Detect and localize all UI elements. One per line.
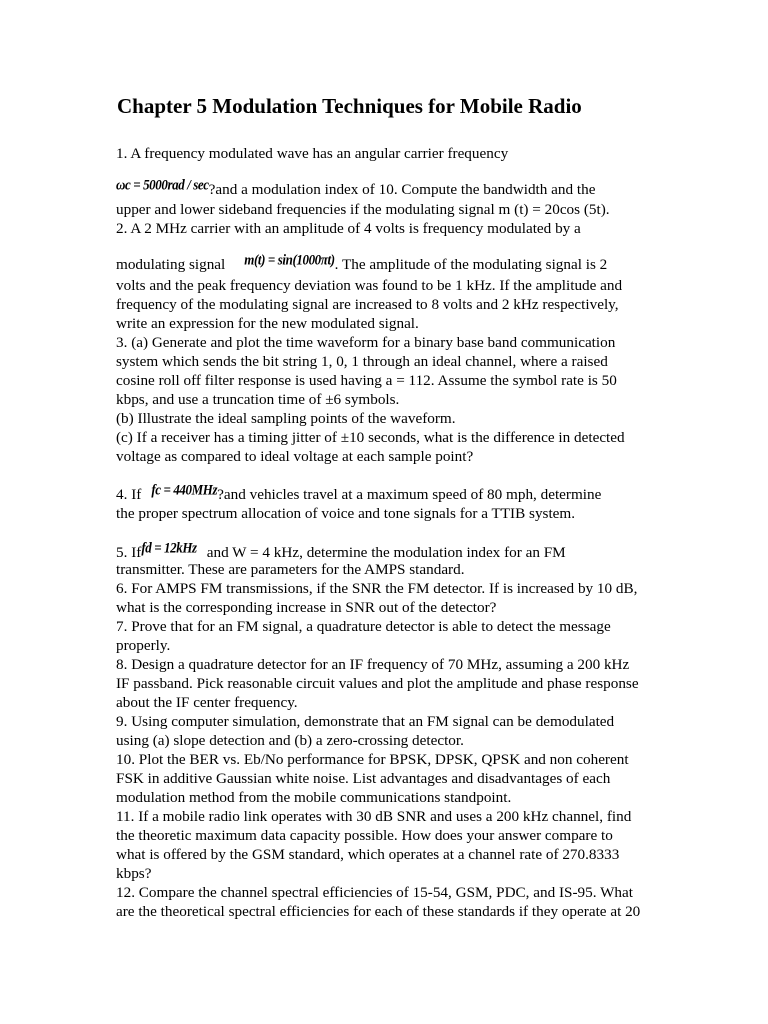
q3-line-6: (c) If a receiver has a timing jitter of ±10 seconds, what is the difference in detected <box>116 429 625 446</box>
q12-line-2: are the theoretical spectral efficiencies for each of these standards if they operate at 20 <box>116 903 641 920</box>
q2-line-5: write an expression for the new modulated signal. <box>116 315 419 332</box>
q5-line-1-prefix: 5. If <box>116 544 142 561</box>
q6-line-2: what is the corresponding increase in SNR out of the detector? <box>116 599 497 616</box>
q2-line-2-suffix: . The amplitude of the modulating signal is 2 <box>334 256 608 273</box>
q1-line-3: upper and lower sideband frequencies if the modulating signal m (t) = 20cos (5t). <box>116 201 610 218</box>
q11-line-1: 11. If a mobile radio link operates with 30 dB SNR and uses a 200 kHz channel, find <box>116 808 632 825</box>
q4-line-1-prefix: 4. If <box>116 486 142 503</box>
q8-line-1: 8. Design a quadrature detector for an IF frequency of 70 MHz, assuming a 200 kHz <box>116 656 630 673</box>
q8-line-3: about the IF center frequency. <box>116 694 298 711</box>
q1-line-2 <box>116 175 595 199</box>
q3-line-1: 3. (a) Generate and plot the time waveform for a binary base band communication <box>116 334 616 351</box>
q5-line-1-suffix: and W = 4 kHz, determine the modulation index for an FM <box>206 544 566 561</box>
q6-line-1: 6. For AMPS FM transmissions, if the SNR the FM detector. If is increased by 10 dB, <box>116 580 638 597</box>
q3-line-4: kbps, and use a truncation time of ±6 symbols. <box>116 391 400 408</box>
q9-line-1: 9. Using computer simulation, demonstrate that an FM signal can be demodulated <box>116 713 615 730</box>
q3-line-2: system which sends the bit string 1, 0, 1 through an ideal channel, where a raised <box>116 353 608 370</box>
q2-line-2 <box>116 250 607 274</box>
q2-line-2-prefix: modulating signal <box>116 256 226 273</box>
q1-line-2-text: ?and a modulation index of 10. Compute the bandwidth and the <box>208 181 596 198</box>
q10-line-1: 10. Plot the BER vs. Eb/No performance for BPSK, DPSK, QPSK and non coherent <box>116 751 629 768</box>
q2-line-4: frequency of the modulating signal are increased to 8 volts and 2 kHz respectively, <box>116 296 619 313</box>
q10-line-3: modulation method from the mobile communications standpoint. <box>116 789 512 806</box>
q9-line-2: using (a) slope detection and (b) a zero-crossing detector. <box>116 732 464 749</box>
q5-line-1 <box>116 538 566 562</box>
q11-line-2: the theoretic maximum data capacity possible. How does your answer compare to <box>116 827 613 844</box>
q11-line-3: what is offered by the GSM standard, which operates at a channel rate of 270.8333 <box>116 846 620 863</box>
q2-line-3: volts and the peak frequency deviation was found to be 1 kHz. If the amplitude and <box>116 277 623 294</box>
q2-line-1: 2. A 2 MHz carrier with an amplitude of 4 volts is frequency modulated by a <box>116 220 581 237</box>
equation-modulating-signal: m(t) = sin(1000πt) <box>244 250 335 269</box>
q7-line-1: 7. Prove that for an FM signal, a quadrature detector is able to detect the message <box>116 618 611 635</box>
equation-carrier-frequency: fc = 440MHz <box>151 480 218 499</box>
q10-line-2: FSK in additive Gaussian white noise. List advantages and disadvantages of each <box>116 770 611 787</box>
q4-line-1-suffix: ?and vehicles travel at a maximum speed of 80 mph, determine <box>217 486 602 503</box>
q4-line-1 <box>116 480 601 504</box>
q3-line-3: cosine roll off filter response is used having a = 112. Assume the symbol rate is 50 <box>116 372 617 389</box>
chapter-title: Chapter 5 Modulation Techniques for Mobile Radio <box>117 94 582 118</box>
q3-line-5: (b) Illustrate the ideal sampling points of the waveform. <box>116 410 456 427</box>
q7-line-2: properly. <box>116 637 171 654</box>
q8-line-2: IF passband. Pick reasonable circuit values and plot the amplitude and phase response <box>116 675 639 692</box>
q4-line-2: the proper spectrum allocation of voice and tone signals for a TTIB system. <box>116 505 576 522</box>
q5-line-2: transmitter. These are parameters for the AMPS standard. <box>116 561 465 578</box>
q12-line-1: 12. Compare the channel spectral efficiencies of 15-54, GSM, PDC, and IS-95. What <box>116 884 633 901</box>
q3-line-7: voltage as compared to ideal voltage at each sample point? <box>116 448 474 465</box>
equation-angular-carrier-frequency: ωc = 5000rad / sec <box>116 175 209 194</box>
q11-line-4: kbps? <box>116 865 152 882</box>
q1-line-1: 1. A frequency modulated wave has an angular carrier frequency <box>116 145 509 162</box>
equation-frequency-deviation: fd = 12kHz <box>141 538 197 557</box>
